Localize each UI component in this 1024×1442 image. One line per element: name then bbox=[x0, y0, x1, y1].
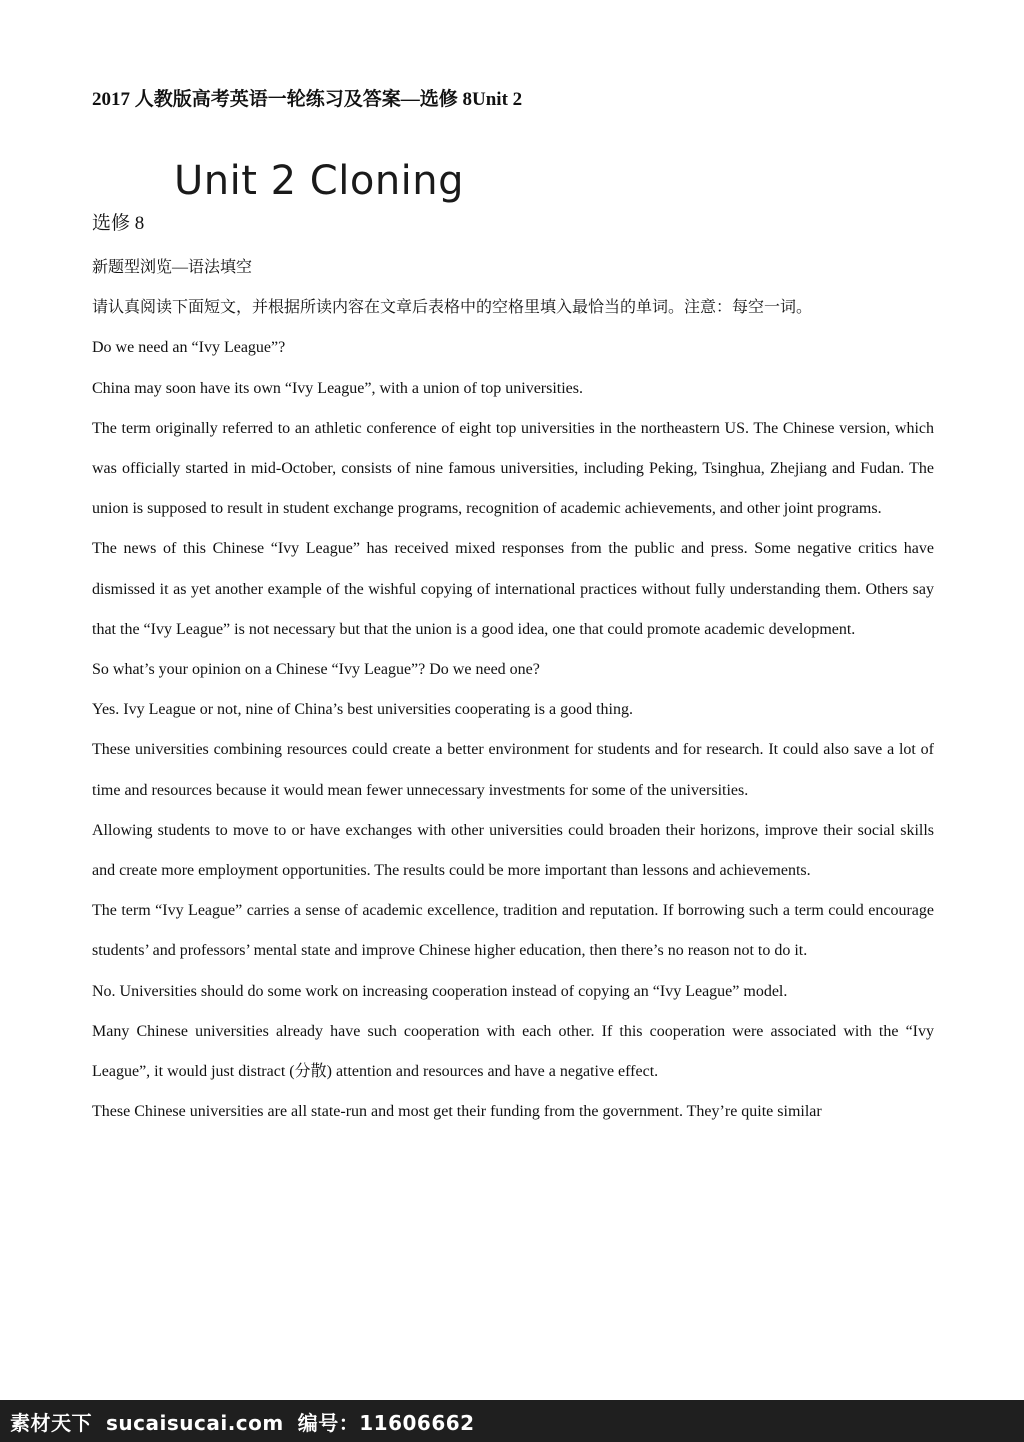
paragraph: The news of this Chinese “Ivy League” has received mixed responses from the public and press. Some negative critics have dismissed it as yet another example of the wishful copying of international practices without fully understanding them. Others say that the “Ivy League” is not necessary but that the union is a good idea, one that could promote academic development. bbox=[92, 540, 934, 638]
paragraph: These universities combining resources could create a better environment for students and for research. It could also save a lot of time and resources because it would mean fewer unnecessary investments for some of the universities. bbox=[92, 741, 934, 799]
paragraph: Many Chinese universities already have such cooperation with each other. If this cooperation were associated with the “Ivy League”, it would just distract (分散) attention and resources and have a negative effect. bbox=[92, 1022, 934, 1081]
watermark-site-url: sucaisucai.com bbox=[106, 1411, 284, 1435]
paragraph: No. Universities should do some work on increasing cooperation instead of copying an “Ivy League” model. bbox=[92, 982, 788, 1000]
document-title: 2017 人教版高考英语一轮练习及答案—选修 8Unit 2 bbox=[92, 89, 523, 110]
paragraph: So what’s your opinion on a Chinese “Ivy League”? Do we need one? bbox=[92, 661, 540, 679]
paragraph: The term originally referred to an athletic conference of eight top universities in the northeastern US. The Chinese version, which was officially started in mid-October, consists of nine famous universities, including Peking, Tsinghua, Zhejiang and Fudan. The union is supposed to result in student exchange programs, recognition of academic achievements, and other joint programs. bbox=[92, 419, 934, 518]
section-label: 新题型浏览—语法填空 bbox=[92, 259, 253, 276]
unit-heading: Unit 2 Cloning bbox=[174, 158, 465, 204]
paragraph: Allowing students to move to or have exchanges with other universities could broaden their horizons, improve their social skills and create more employment opportunities. The results could be more important than lessons and achievements. bbox=[92, 821, 934, 880]
article-heading: Do we need an “Ivy League”? bbox=[92, 339, 286, 357]
paragraph: These Chinese universities are all state-run and most get their funding from the government. They’re quite similar bbox=[92, 1103, 822, 1121]
paragraph: China may soon have its own “Ivy League”, with a union of top universities. bbox=[92, 379, 584, 397]
document-body bbox=[92, 248, 934, 1132]
watermark bbox=[10, 1407, 489, 1436]
watermark-id: 编号：11606662 bbox=[297, 1411, 475, 1435]
paragraph: Yes. Ivy League or not, nine of China’s best universities cooperating is a good thing. bbox=[92, 701, 633, 719]
instruction-text: 请认真阅读下面短文，并根据所读内容在文章后表格中的空格里填入最恰当的单词。注意：每空一词。 bbox=[92, 299, 813, 317]
volume-label: 选修 8 bbox=[92, 213, 145, 234]
watermark-site-name: 素材天下 bbox=[10, 1411, 92, 1435]
paragraph: The term “Ivy League” carries a sense of academic excellence, tradition and reputation. If borrowing such a term could encourage students’ and professors’ mental state and improve Chinese higher education, then there’s no reason not to do it. bbox=[92, 902, 934, 960]
